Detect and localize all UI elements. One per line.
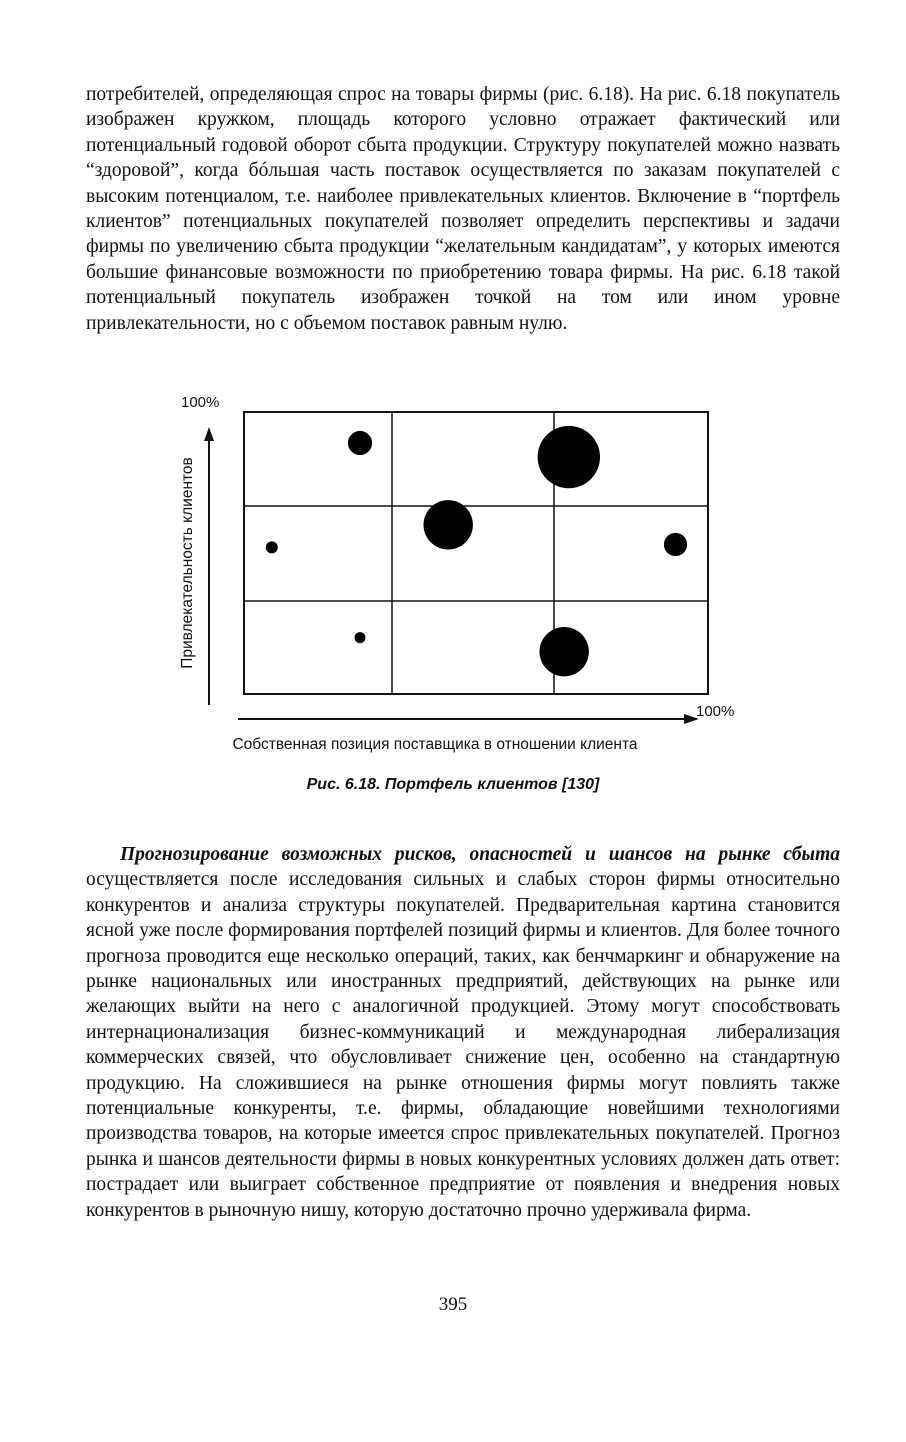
client-point-3 [424, 500, 473, 549]
y-axis-top-label: 100% [181, 394, 220, 411]
paragraph-forecast [86, 842, 840, 1223]
paragraph-intro: потребителей, определяющая спрос на товары фирмы (рис. 6.18). На рис. 6.18 покупатель изображен кружком, площадь которого условно отражает фактический или потенциальный годовой оборот сбыта продукции. Структуру покупателей можно назвать “здоровой”, когда бóльшая часть поставок осуществляется по заказам покупателей с высоким потенциалом, т.е. наиболее привлекательных клиентов. Включение в “портфель клиентов” потенциальных покупателей позволяет определить перспективы и задачи фирмы по увеличению сбыта продукции “желательным кандидатам”, у которых имеются большие финансовые возможности по приобретению товара фирмы. На рис. 6.18 такой потенциальный покупатель изображен точкой на том или ином уровне привлекательности, но с объемом поставок равным нулю. [86, 84, 840, 334]
y-axis-label: Привлекательность клиентов [179, 457, 196, 669]
client-portfolio-figure [160, 385, 760, 755]
client-point-1 [348, 431, 372, 455]
paragraph-body: осуществляется после исследования сильных и слабых сторон фирмы относительно конкурентов и анализа структуры покупателей. Предварительная картина становится ясной уже после формирования портфелей позиций фирмы и клиентов. Для более точного прогноза проводится еще несколько операций, таких, как бенчмаркинг и обнаружение на рынке национальных или иностранных предприятий, действующих на рынке или желающих выйти на него с аналогичной продукцией. Этому могут способствовать интернационализация бизнес-коммуникаций и международная либерализация коммерческих связей, что обусловливает снижение цен, особенно на стандартную продукцию. На сложившиеся на рынке отношения фирмы могут повлиять также потенциальные конкуренты, т.е. фирмы, обладающие новейшими технологиями производства товаров, на которые имеется спрос привлекательных покупателей. Прогноз рынка и шансов деятельности фирмы в новых конкурентных условиях должен дать ответ: пострадает или выиграет собственное предприятие от появления и внедрения новых конкурентов в рыночную нишу, которую достаточно прочно удерживала фирма. [86, 869, 840, 1221]
figure-caption: Рис. 6.18. Портфель клиентов [130] [306, 776, 600, 793]
client-point-2 [538, 426, 600, 488]
paragraph-lead: Прогнозирование возможных рисков, опасностей и шансов на рынке сбыта [120, 844, 840, 865]
x-axis-end-label: 100% [696, 703, 735, 720]
grid-frame [244, 412, 708, 694]
client-points [266, 426, 687, 677]
client-point-5 [664, 533, 687, 556]
client-point-6 [355, 632, 366, 643]
y-axis-arrowhead [204, 427, 214, 441]
client-point-7 [540, 627, 589, 676]
client-point-4 [266, 541, 278, 553]
page-number: 395 [438, 1294, 468, 1315]
x-axis-label: Собственная позиция поставщика в отношении клиента [232, 736, 638, 753]
portfolio-chart [160, 385, 760, 755]
